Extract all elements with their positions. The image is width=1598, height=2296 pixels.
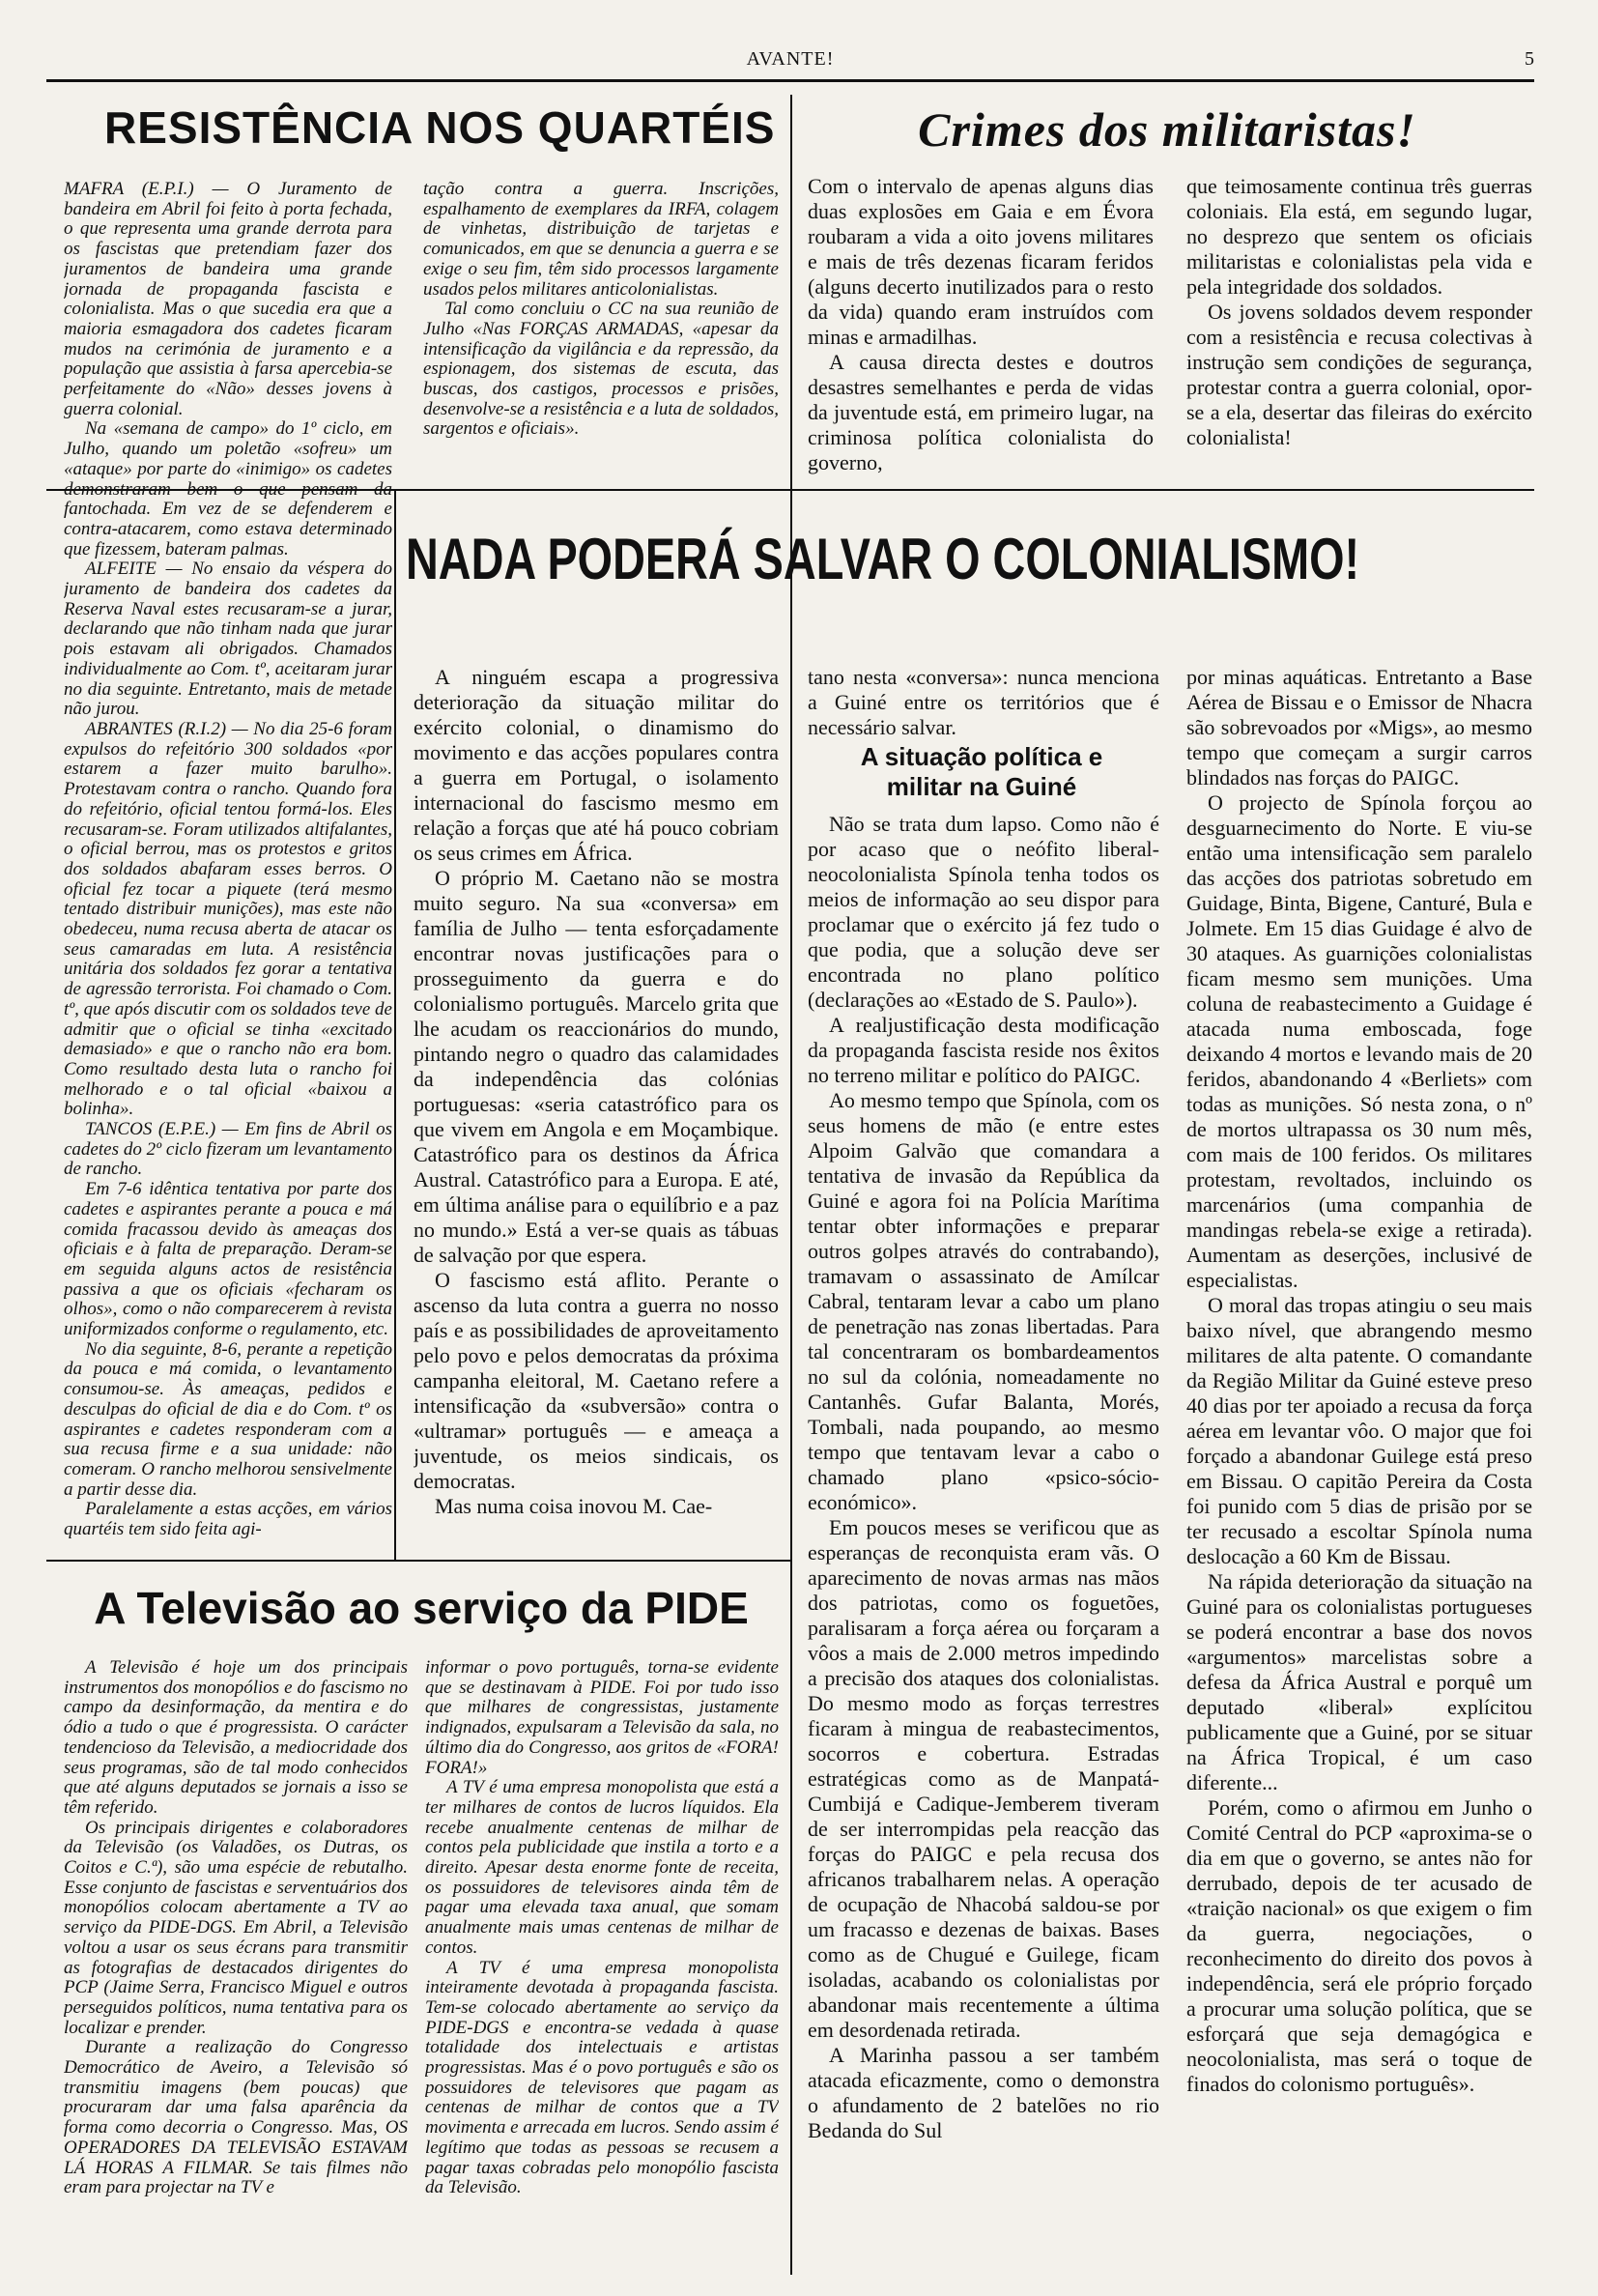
quarteis-paragraph: Na «semana de campo» do 1º ciclo, em Julho, quando um poletão «sofreu» um «ataque» por parte do «inimigo» os cadetes demonstraram bem o que pensam da fantochada. Em vez de se defenderem e contra-atacarem, como estava determinado que fizessem, bateram palmas. <box>64 418 392 560</box>
publication-name: AVANTE! <box>746 48 835 70</box>
televisao-top-rule <box>46 1560 790 1562</box>
crimes-paragraph: Os jovens soldados devem responder com a resistência e recusa colectivas à instrução sem condições de segurança, protestar contra a guerra colonial, opor-se a ela, desertar das fileiras do exército colonialista! <box>1186 300 1532 449</box>
top-section-divider <box>790 95 792 489</box>
televisao-paragraph: Durante a realização do Congresso Democrático de Aveiro, a Televisão só transmitiu imagens (bem poucas) que procuraram dar uma falsa aparência da forma como decorria o Congresso. Mas, OS OPERADORES DA TELEVISÃO ESTAVAM LÁ HORAS A FILMAR. Se tais filmes não eram para projectar na TV e <box>64 2037 408 2198</box>
quarteis-paragraph: ALFEITE — No ensaio da véspera do juramento de bandeira dos cadetes da Reserva Naval estes recusaram-se a jurar, declarando que não tinham nada que jurar pois estavam ali obrigados. Chamados individualmente ao Com. tº, aceitaram jurar no dia seguinte. Entretanto, mais de metade não jurou. <box>64 559 392 720</box>
colonialismo-headline: NADA PODERÁ SALVAR O COLONIALISMO! <box>406 527 1360 591</box>
televisao-paragraph: A Televisão é hoje um dos principais instrumentos dos monopólios e do fascismo no campo da desinformação, da mentira e do ódio a tudo o que é progressista. O carácter tendencioso da Televisão, a mediocridade dos seus programas, são de tal modo conhecidos que até alguns deputados se jornais a isso se têm referido. <box>64 1658 408 1818</box>
header-rule <box>46 79 1534 82</box>
colonialismo-paragraph: O fascismo está aflito. Perante o ascenso da luta contra a guerra no nosso país e as possibilidades de aproveitamento pelo povo e pelos democratas da próxima campanha eleitoral, M. Caetano refere a intensificação da «subversão» contra o «ultramar» português — e ameaça a juventude, os meios sindicais, os democratas. <box>414 1268 779 1493</box>
crimes-paragraph: que teimosamente continua três guerras coloniais. Ela está, em segundo lugar, no desprezo que sentem os oficiais militaristas e colonialistas pela vida e pela integridade dos soldados. <box>1186 174 1532 299</box>
quarteis-headline: RESISTÊNCIA NOS QUARTÉIS <box>104 102 776 153</box>
quarteis-paragraph: Em 7-6 idêntica tentativa por parte dos cadetes e aspirantes perante a pouca e má comida fracassou devido às ameaças dos oficiais e à falta de preparação. Deram-se em seguida alguns actos de resistência passiva a que os oficiais «fecharam os olhos», como o não comparecerem à revista uniformizados conforme o regulamento, etc. <box>64 1179 392 1340</box>
televisao-headline: A Televisão ao serviço da PIDE <box>94 1583 749 1633</box>
lower-left-divider <box>394 489 396 1560</box>
colonialismo-paragraph: O moral das tropas atingiu o seu mais baixo nível, que abrangendo mesmo militares de alta patente. O comandante da Região Militar da Guiné esteve preso 40 dias por ter apoiado a recusa da força aérea em levantar vôo. O major que foi forçado a abandonar Guilege está preso em Bissau. O capitão Pereira da Costa foi punido com 5 dias de prisão por se ter recusado a escoltar Spínola numa deslocação a 60 Km de Bissau. <box>1186 1293 1532 1568</box>
crimes-paragraph: A causa directa destes e doutros desastres semelhantes e perda de vidas da juventude está, em primeiro lugar, na criminosa política colonialista do governo, <box>808 350 1154 474</box>
guine-subheading: A situação política e militar na Guiné <box>860 742 1103 801</box>
colonialismo-paragraph: Ao mesmo tempo que Spínola, com os seus homens de mão (e entre estes Alpoim Galvão que comandara a tentativa de invasão da República da Guiné e agora foi na Polícia Marítima tentar obter informações e preparar outros golpes através do contrabando), tramavam o assassinato de Amílcar Cabral, tentaram levar a cabo um plano de penetração nas zonas libertadas. Para tal concentraram os bombardeamentos no sul da colónia, nomeadamente no Cantanhês. Gufar Balanta, Morés, Tombali, nada poupando, ao mesmo tempo que tentavam levar a cabo o chamado plano «psico-sócio-económico». <box>808 1088 1159 1514</box>
televisao-column-2 <box>425 1658 779 2271</box>
televisao-right-rule <box>790 1560 792 2275</box>
crimes-column-2 <box>1186 174 1532 483</box>
colonialismo-column-2-top <box>808 665 1159 744</box>
colonialismo-paragraph: A ninguém escapa a progressiva deterioração da situação militar do exército colonial, o dinamismo do movimento e das acções populares contra a guerra em Portugal, o isolamento internacional do fascismo mesmo em relação a forças que até há pouco cobriam os seus crimes em África. <box>414 665 779 865</box>
colonialismo-paragraph: Não se trata dum lapso. Como não é por acaso que o neófito liberal-neocolonialista Spínola tenha todos os meios de informação ao seu dispor para proclamar que o exército já fez tudo o que podia, que a solução deve ser encontrada no plano político (declarações ao «Estado de S. Paulo»). <box>808 812 1159 1012</box>
page-number: 5 <box>1525 48 1534 70</box>
colonialismo-paragraph: Mas numa coisa inovou M. Cae- <box>435 1494 713 1518</box>
quarteis-paragraph: Tal como concluiu o CC na sua reunião de Julho «Nas FORÇAS ARMADAS, «apesar da intensificação da vigilância e da repressão, da espionagem, dos sistemas de escuta, das buscas, dos castigos, processos e prisões, desenvolve-se a resistência e a luta de soldados, sargentos e oficiais». <box>423 299 779 440</box>
colonialismo-paragraph: O próprio M. Caetano não se mostra muito seguro. Na sua «conversa» em família de Julho — tenta esforçadamente encontrar novas justificações para o prosseguimento da guerra e do colonialismo português. Marcelo grita que lhe acudam os reaccionários do mundo, pintando negro o quadro das calamidades da independência das colónias portuguesas: «seria catastrófico para os que vivem em Angola e em Moçambique. Catastrófico para os destinos da África Austral. Catastrófico para a Europa. E até, em última análise para o equilíbrio e a paz no mundo.» Está a ver-se quais as tábuas de salvação por que espera. <box>414 866 779 1267</box>
televisao-paragraph: A TV é uma empresa monopolista que está a ter milhares de contos de lucros líquidos. Ela recebe anualmente centenas de milhar de contos pela publicidade que instila a torto e a direito. Apesar desta enorme fonte de receita, os possuidores de televisores ainda têm de pagar uma elevada taxa anual, que somam anualmente mais umas centenas de milhar de contos. <box>425 1777 779 1958</box>
quarteis-paragraph: Paralelamente a estas acções, em vários quartéis tem sido feita agi- <box>64 1499 392 1540</box>
lower-right-divider <box>790 489 792 1560</box>
televisao-paragraph: Os principais dirigentes e colaboradores da Televisão (os Valadões, os Dutras, os Coitos e C.ª), são uma espécie de rebutalho. Esse conjunto de fascistas e serventuários dos monopólios colocam abertamente a TV ao serviço da PIDE-DGS. Em Abril, a Televisão voltou a usar os seus écrans para transmitir as fotografias de destacados dirigentes do PCP (Jaime Serra, Francisco Miguel e outros perseguidos políticos, numa tentativa para os localizar e prender. <box>64 1817 408 2038</box>
colonialismo-column-3 <box>1186 665 1532 2271</box>
colonialismo-paragraph: A Marinha passou a ser também atacada eficazmente, como o demonstra o afundamento de 2 batelões no rio Bedanda do Sul <box>808 2043 1159 2142</box>
colonialismo-column-1 <box>414 665 779 1554</box>
quarteis-column-2 <box>423 180 779 483</box>
running-header <box>46 46 1534 79</box>
colonialismo-paragraph: Porém, como o afirmou em Junho o Comité Central do PCP «aproxima-se o dia em que o governo, se antes não for derrubado, depois de ter acusado de «traição nacional» os que exigem o fim da guerra, negociações, o reconhecimento do direito dos povos à independência, será ele próprio forçado a procurar uma solução política, que se esforçará que seja demagógica e neocolonialista, mas será o toque de finados do colonismo português». <box>1186 1795 1532 2096</box>
colonialismo-paragraph: por minas aquáticas. Entretanto a Base Aérea de Bissau e o Emissor de Nhacra são sobrevoados por «Migs», ao mesmo tempo que começam a surgir carros blindados nas forças do PAIGC. <box>1186 665 1532 789</box>
quarteis-column-1 <box>64 180 392 1552</box>
televisao-paragraph: informar o povo português, torna-se evidente que se destinavam à PIDE. Foi por tudo isso que milhares de congressistas, justamente indignados, expulsaram a Televisão da sala, no último dia do Congresso, aos gritos de «FORA! FORA!» <box>425 1658 779 1778</box>
crimes-headline: Crimes dos militaristas! <box>918 102 1416 157</box>
crimes-paragraph: Com o intervalo de apenas alguns dias duas explosões em Gaia e em Évora roubaram a vida a oito jovens militares e mais de três dezenas ficaram feridos (alguns decerto inutilizados para o resto da vida) quando eram instruídos com minas e armadilhas. <box>808 174 1154 349</box>
colonialismo-paragraph: Em poucos meses se verificou que as esperanças de reconquista eram vãs. O aparecimento de novas armas nas mãos dos patriotas, como os foguetões, paralisaram a força aérea ou forçaram a vôos a mais de 2.000 metros impedindo a precisão dos ataques dos colonialistas. Do mesmo modo as forças terrestres ficaram à mingua de reabastecimentos, socorros e cobertura. Estradas estratégicas como as de Manpatá-Cumbijá e Cadique-Jemberem tiveram de ser interrompidas pela reacção das forças do PAIGC e pela recusa dos africanos trabalharem nelas. A operação de ocupação de Nhacobá saldou-se por um fracasso e dezenas de baixas. Bases como as de Chugué e Guilege, ficam isoladas, acabando os colonialistas por abandonar mais recentemente a última em desordenada retirada. <box>808 1515 1159 2042</box>
quarteis-paragraph: tação contra a guerra. Inscrições, espalhamento de exemplares da IRFA, colagem de vinhetas, distribuição de tarjetas e comunicados, em que se denuncia a guerra e se exige o seu fim, têm sido processos largamente usados pelos militares anticolonialistas. <box>423 180 779 300</box>
quarteis-paragraph: ABRANTES (R.I.2) — No dia 25-6 foram expulsos do refeitório 300 soldados «por estarem a fazer muito barulho». Protestavam contra o rancho. Quando fora do refeitório, oficial tentou formá-los. Eles recusaram-se. Foram utilizados altifalantes, o oficial berrou, mas os protestos e gritos dos soldados abafaram esses berros. O oficial fez tocar a piquete (terá mesmo tentado distribuir munições), mas este não obedeceu, numa recusa aberta de atacar os seus camaradas em luta. A resistência unitária dos soldados fez gorar a tentativa de agressão terrorista. Foi chamado o Com. tº, que após discutir com os soldados teve de admitir que o oficial se tinha «excitado demasiado» e que o rancho não era bom. Como resultado desta luta o rancho foi melhorado e o tal oficial «baixou a bolinha». <box>64 718 392 1120</box>
televisao-paragraph: A TV é uma empresa monopolista inteiramente devotada à propaganda fascista. Tem-se colocado abertamente ao serviço da PIDE-DGS e encontra-se vedada à quase totalidade dos intelectuais e artistas progressistas. Mas é o povo português e são os possuidores de televisores que pagam as centenas de milhar de contos que a TV movimenta e arrecada em lucros. Sendo assim é legítimo que todas as pessoas se recusem a pagar taxas cobradas pelo monopólio fascista da Televisão. <box>425 1957 779 2198</box>
colonialismo-paragraph: A realjustificação desta modificação da propaganda fascista reside nos êxitos no terreno militar e político do PAIGC. <box>808 1013 1159 1087</box>
colonialismo-paragraph: O projecto de Spínola forçou ao desguarnecimento do Norte. E viu-se então uma intensificação sem paralelo das acções dos patriotas sobretudo em Guidage, Binta, Bigene, Canturé, Bula e Jolmete. Em 15 dias Guidage é alvo de 30 ataques. As guarnições colonialistas ficam mesmo sem munições. Uma coluna de reabastecimento a Guidage é atacada numa emboscada, foge deixando 4 mortos e levando mais de 20 feridos, abandonando 4 «Berliets» com todas as munições. Só nesta zona, o nº de mortos ultrapassa os 30 num mês, com mais de 100 feridos. Os militares protestam, revoltados, incluindo os marcenários (uma companhia de mandingas rebela-se exige a retirada). Aumentam as deserções, inclusivé de especialistas. <box>1186 790 1532 1292</box>
colonialismo-paragraph: tano nesta «conversa»: nunca menciona a Guiné entre os territórios que é necessário salvar. <box>808 665 1159 739</box>
quarteis-paragraph: MAFRA (E.P.I.) — O Juramento de bandeira em Abril foi feito à porta fechada, o que representa uma grande derrota para os fascistas que pretendiam fazer dos juramentos de bandeira uma grande jornada de propaganda fascista e colonialista. Mas o que sucedia era que a maioria esmagadora dos cadetes ficaram mudos na cerimónia de juramento e a população que assistia à farsa apercebia-se perfeitamente do «Não» desses jovens à guerra colonial. <box>64 180 392 419</box>
quarteis-paragraph: TANCOS (E.P.E.) — Em fins de Abril os cadetes do 2º ciclo fizeram um levantamento de rancho. <box>64 1119 392 1180</box>
colonialismo-column-2 <box>808 812 1159 2271</box>
quarteis-paragraph: No dia seguinte, 8-6, perante a repetição da pouca e má comida, o levantamento consumou-se. Às ameaças, pedidos e desculpas do oficial de dia e do Com. tº os aspirantes e cadetes responderam com a sua recusa firme e a sua unidade: não comeram. O rancho melhorou sensivelmente a partir desse dia. <box>64 1338 392 1500</box>
colonialismo-paragraph: Na rápida deterioração da situação na Guiné para os colonialistas portugueses se poderá encontrar a base dos novos «argumentos» marcelistas sobre a defesa da África Austral e porquê um deputado «liberal» explícitou publicamente que a Guiné, por se situar na África Tropical, é um caso diferente... <box>1186 1569 1532 1794</box>
crimes-column-1 <box>808 174 1154 483</box>
televisao-column-1 <box>64 1658 408 2271</box>
